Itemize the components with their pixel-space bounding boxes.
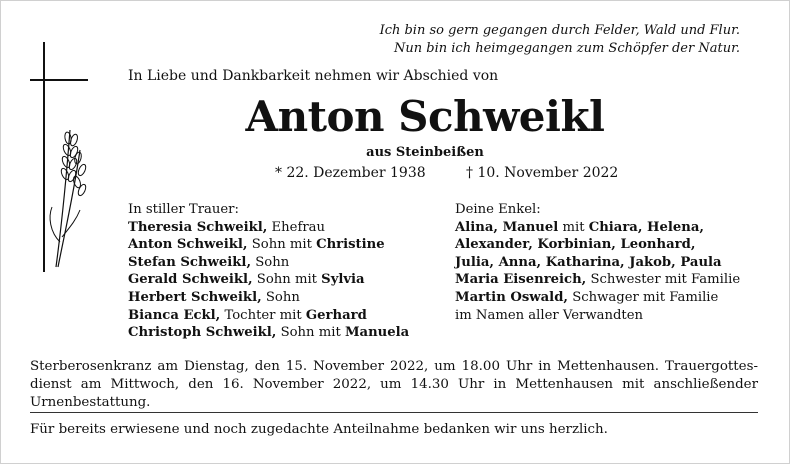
grandchildren-names: Chiara, Helena, [588,219,704,235]
mourner-line [128,236,409,254]
mourner-line [128,307,409,325]
mourner-relation: Schwager mit Familie [568,289,719,305]
mourner-name: Herbert Schweikl, [128,289,262,305]
mourner-relation: Schwester mit Familie [586,272,741,288]
mourner-relation: Sohn mit [276,325,345,341]
deceased-name: Anton Schweikl [245,92,605,141]
deceased-origin: aus Steinbeißen [366,145,484,160]
mourner-relation: Tochter mit [220,307,306,323]
relatives-line: im Namen aller Verwandten [455,307,644,323]
mourner-partner: Manuela [344,325,410,341]
mourner-name: Stefan Schweikl, [128,254,252,270]
mourner-name: Martin Oswald, [455,289,569,305]
mourner-line [455,271,740,289]
mourner-name: Anton Schweikl, [128,237,248,253]
grandchildren-line [455,219,740,237]
mourner-line [128,219,409,237]
poem-line-1: Ich bin so gern gegangen durch Felder, Wald und Flur. [379,23,740,38]
grandchildren-heading: Deine Enkel: [455,202,541,217]
thanks-text: Für bereits erwiesene und noch zugedachte Anteilnahme bedanken wir uns herzlich. [30,422,608,437]
mourner-name: Bianca Eckl, [128,307,221,323]
mourner-relation: Sohn mit [252,272,322,288]
mourner-relation: Sohn mit [247,237,317,253]
mourner-name: Gerald Schweikl, [128,272,253,288]
grandchildren-line: Julia, Anna, Katharina, Jakob, Paula [455,254,722,270]
mourner-partner: Gerhard [305,307,367,323]
poem-line-2: Nun bin ich heimgegangen zum Schöpfer der Natur. [394,41,740,56]
divider [30,412,758,413]
mourner-name: Theresia Schweikl, [128,219,268,235]
mourner-name: Christoph Schweikl, [128,325,277,341]
death-date: † 10. November 2022 [466,165,619,181]
mourner-partner: Christine [316,237,385,253]
mourner-relation: Sohn [251,254,290,270]
mourner-line [128,289,409,307]
intro-text: In Liebe und Dankbarkeit nehmen wir Abschied von [128,68,499,84]
mourners-right-column [455,201,740,324]
birth-date: * 22. Dezember 1938 [275,165,426,181]
grandchildren-names: Alina, Manuel [455,219,559,235]
mourner-name: Maria Eisenreich, [455,272,587,288]
mourners-left-column [128,201,409,342]
mourner-relation: Sohn [261,289,300,305]
mourner-relation: Ehefrau [267,219,326,235]
mourner-line [455,289,740,307]
mourner-line [128,254,409,272]
mourners-heading: In stiller Trauer: [128,202,239,217]
grandchildren-connector: mit [558,219,589,235]
mourner-line [128,324,409,342]
poem [320,22,740,58]
mourner-partner: Sylvia [321,272,365,288]
mourner-line [128,271,409,289]
service-info: Sterberosenkranz am Dienstag, den 15. November 2022, um 18.00 Uhr in Mettenhausen. Trauergottesdienst am Mittwoch, den 16. November 2022, um 14.30 Uhr in Mettenhausen mit anschließender Urnenbestattung. [30,359,758,410]
grandchildren-line: Alexander, Korbinian, Leonhard, [455,237,696,253]
